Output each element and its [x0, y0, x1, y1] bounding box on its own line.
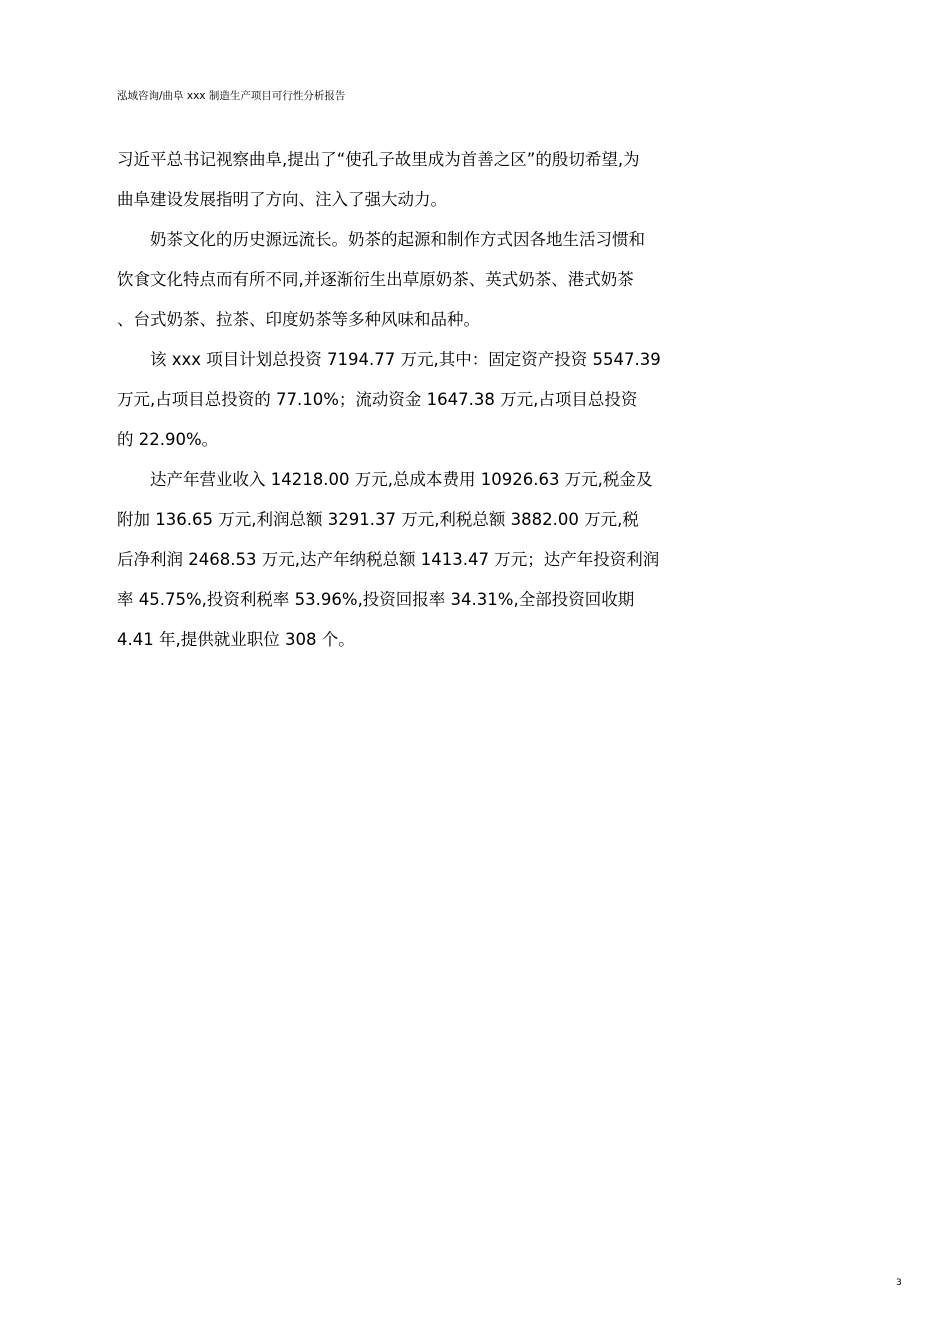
text-line: 、台式奶茶、拉茶、印度奶茶等多种风味和品种。	[117, 310, 480, 329]
text-line: 4.41 年,提供就业职位 308 个。	[117, 630, 355, 649]
text-line: 率 45.75%,投资利税率 53.96%,投资回报率 34.31%,全部投资回收期	[117, 590, 635, 609]
paragraph-start-line: 达产年营业收入 14218.00 万元,总成本费用 10926.63 万元,税金及	[150, 470, 653, 489]
text-line: 习近平总书记视察曲阜,提出了“使孔子故里成为首善之区”的殷切希望,为	[117, 150, 640, 169]
text-line: 饮食文化特点而有所不同,并逐渐衍生出草原奶茶、英式奶茶、港式奶茶	[117, 270, 634, 289]
text-line: 的 22.90%。	[117, 430, 219, 449]
page-number: 3	[896, 1278, 902, 1288]
paragraph-start-line: 该 xxx 项目计划总投资 7194.77 万元,其中：固定资产投资 5547.39	[150, 350, 661, 369]
body-text	[117, 140, 697, 660]
text-line: 万元,占项目总投资的 77.10%；流动资金 1647.38 万元,占项目总投资	[117, 390, 638, 409]
text-line: 后净利润 2468.53 万元,达产年纳税总额 1413.47 万元；达产年投资利润	[117, 550, 660, 569]
text-line: 附加 136.65 万元,利润总额 3291.37 万元,利税总额 3882.00 万元,税	[117, 510, 639, 529]
page-header: 泓域咨询/曲阜 xxx 制造生产项目可行性分析报告	[117, 90, 346, 102]
paragraph-start-line: 奶茶文化的历史源远流长。奶茶的起源和制作方式因各地生活习惯和	[150, 230, 645, 249]
text-line: 曲阜建设发展指明了方向、注入了强大动力。	[117, 190, 447, 209]
